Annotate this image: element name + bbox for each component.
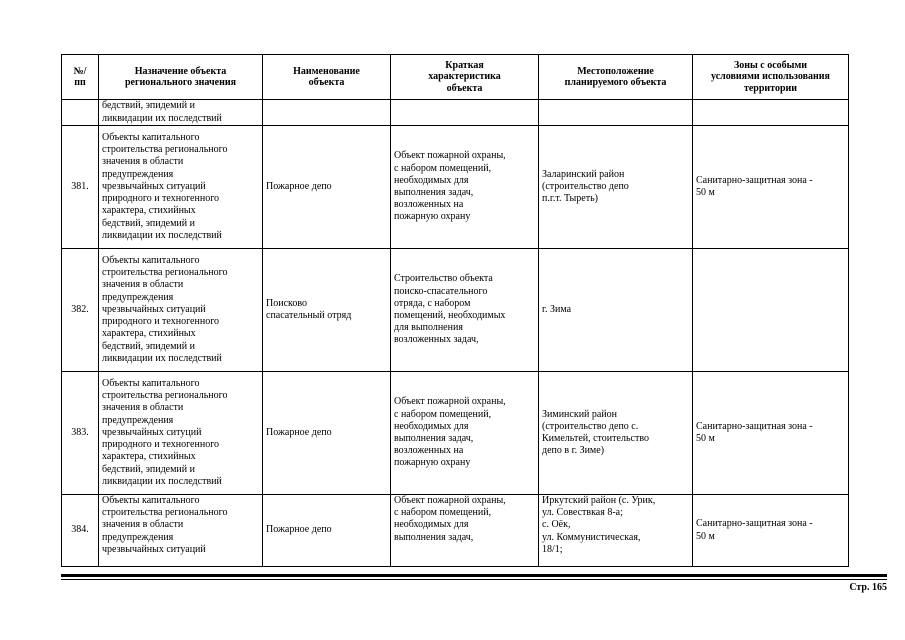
object-characteristic: Строительство объекта поиско-спасательного отряда, с набором помещений, необходимых для выполнения возложенных задач, bbox=[391, 249, 539, 372]
special-zones: Санитарно-защитная зона - 50 м bbox=[693, 495, 849, 567]
regional-objects-table bbox=[61, 54, 849, 567]
special-zones bbox=[693, 249, 849, 372]
object-name: Пожарное депо bbox=[263, 495, 391, 567]
object-purpose: Объекты капитального строительства регионального значения в области предупреждения чрезвычайных ситуаций природного и техногенного характера, стихийных бедствий, эпидемий и ликвидации их последствий bbox=[99, 126, 263, 249]
object-purpose: Объекты капитального строительства регионального значения в области предупреждения чрезвычайных ситуаций bbox=[99, 495, 263, 567]
object-name: Пожарное депо bbox=[263, 126, 391, 249]
row-number: 382. bbox=[62, 249, 99, 372]
col-header-location: Местоположение планируемого объекта bbox=[539, 55, 693, 100]
object-location bbox=[539, 100, 693, 126]
special-zones: Санитарно-защитная зона - 50 м bbox=[693, 126, 849, 249]
object-location: Зиминский район (строительство депо с. Кимельтей, стоительство депо в г. Зиме) bbox=[539, 372, 693, 495]
object-characteristic bbox=[391, 100, 539, 126]
table-row bbox=[62, 495, 849, 567]
table-header-row bbox=[62, 55, 849, 100]
row-number bbox=[62, 100, 99, 126]
object-location: Иркутский район (с. Урик, ул. Совествкая 8-а; с. Оёк, ул. Коммунистическая, 18/1; bbox=[539, 495, 693, 567]
col-header-purpose: Назначение объекта регионального значения bbox=[99, 55, 263, 100]
special-zones bbox=[693, 100, 849, 126]
object-purpose: бедствий, эпидемий и ликвидации их последствий bbox=[99, 100, 263, 126]
page-number: Стр. 165 bbox=[849, 582, 887, 593]
object-name: Пожарное депо bbox=[263, 372, 391, 495]
row-number: 383. bbox=[62, 372, 99, 495]
object-characteristic: Объект пожарной охраны, с набором помещений, необходимых для выполнения задач, bbox=[391, 495, 539, 567]
object-purpose: Объекты капитального строительства регионального значения в области предупреждения чрезвычайных ситуаций природного и техногенного характера, стихийных бедствий, эпидемий и ликвидации их последствий bbox=[99, 249, 263, 372]
object-characteristic: Объект пожарной охраны, с набором помещений, необходимых для выполнения задач, возложенных на пожарную охрану bbox=[391, 372, 539, 495]
footer-rule-thin bbox=[61, 579, 887, 580]
col-header-name: Наименование объекта bbox=[263, 55, 391, 100]
object-name: Поисково спасательный отряд bbox=[263, 249, 391, 372]
row-number: 384. bbox=[62, 495, 99, 567]
table-row bbox=[62, 100, 849, 126]
special-zones: Санитарно-защитная зона - 50 м bbox=[693, 372, 849, 495]
table-row bbox=[62, 126, 849, 249]
row-number: 381. bbox=[62, 126, 99, 249]
table-row bbox=[62, 372, 849, 495]
object-location: г. Зима bbox=[539, 249, 693, 372]
footer-rule-thick bbox=[61, 574, 887, 577]
table-row bbox=[62, 249, 849, 372]
col-header-characteristic: Краткая характеристика объекта bbox=[391, 55, 539, 100]
object-purpose: Объекты капитального строительства регионального значения в области предупреждения чрезвычайных ситуций природного и техногенного характера, стихийных бедствий, эпидемий и ликвидации их последствий bbox=[99, 372, 263, 495]
object-location: Заларинский район (строительство депо п.г.т. Тыреть) bbox=[539, 126, 693, 249]
col-header-number: №/ пп bbox=[62, 55, 99, 100]
object-name bbox=[263, 100, 391, 126]
object-characteristic: Объект пожарной охраны, с набором помещений, необходимых для выполнения задач, возложенных на пожарную охрану bbox=[391, 126, 539, 249]
col-header-zones: Зоны с особыми условиями использования территории bbox=[693, 55, 849, 100]
